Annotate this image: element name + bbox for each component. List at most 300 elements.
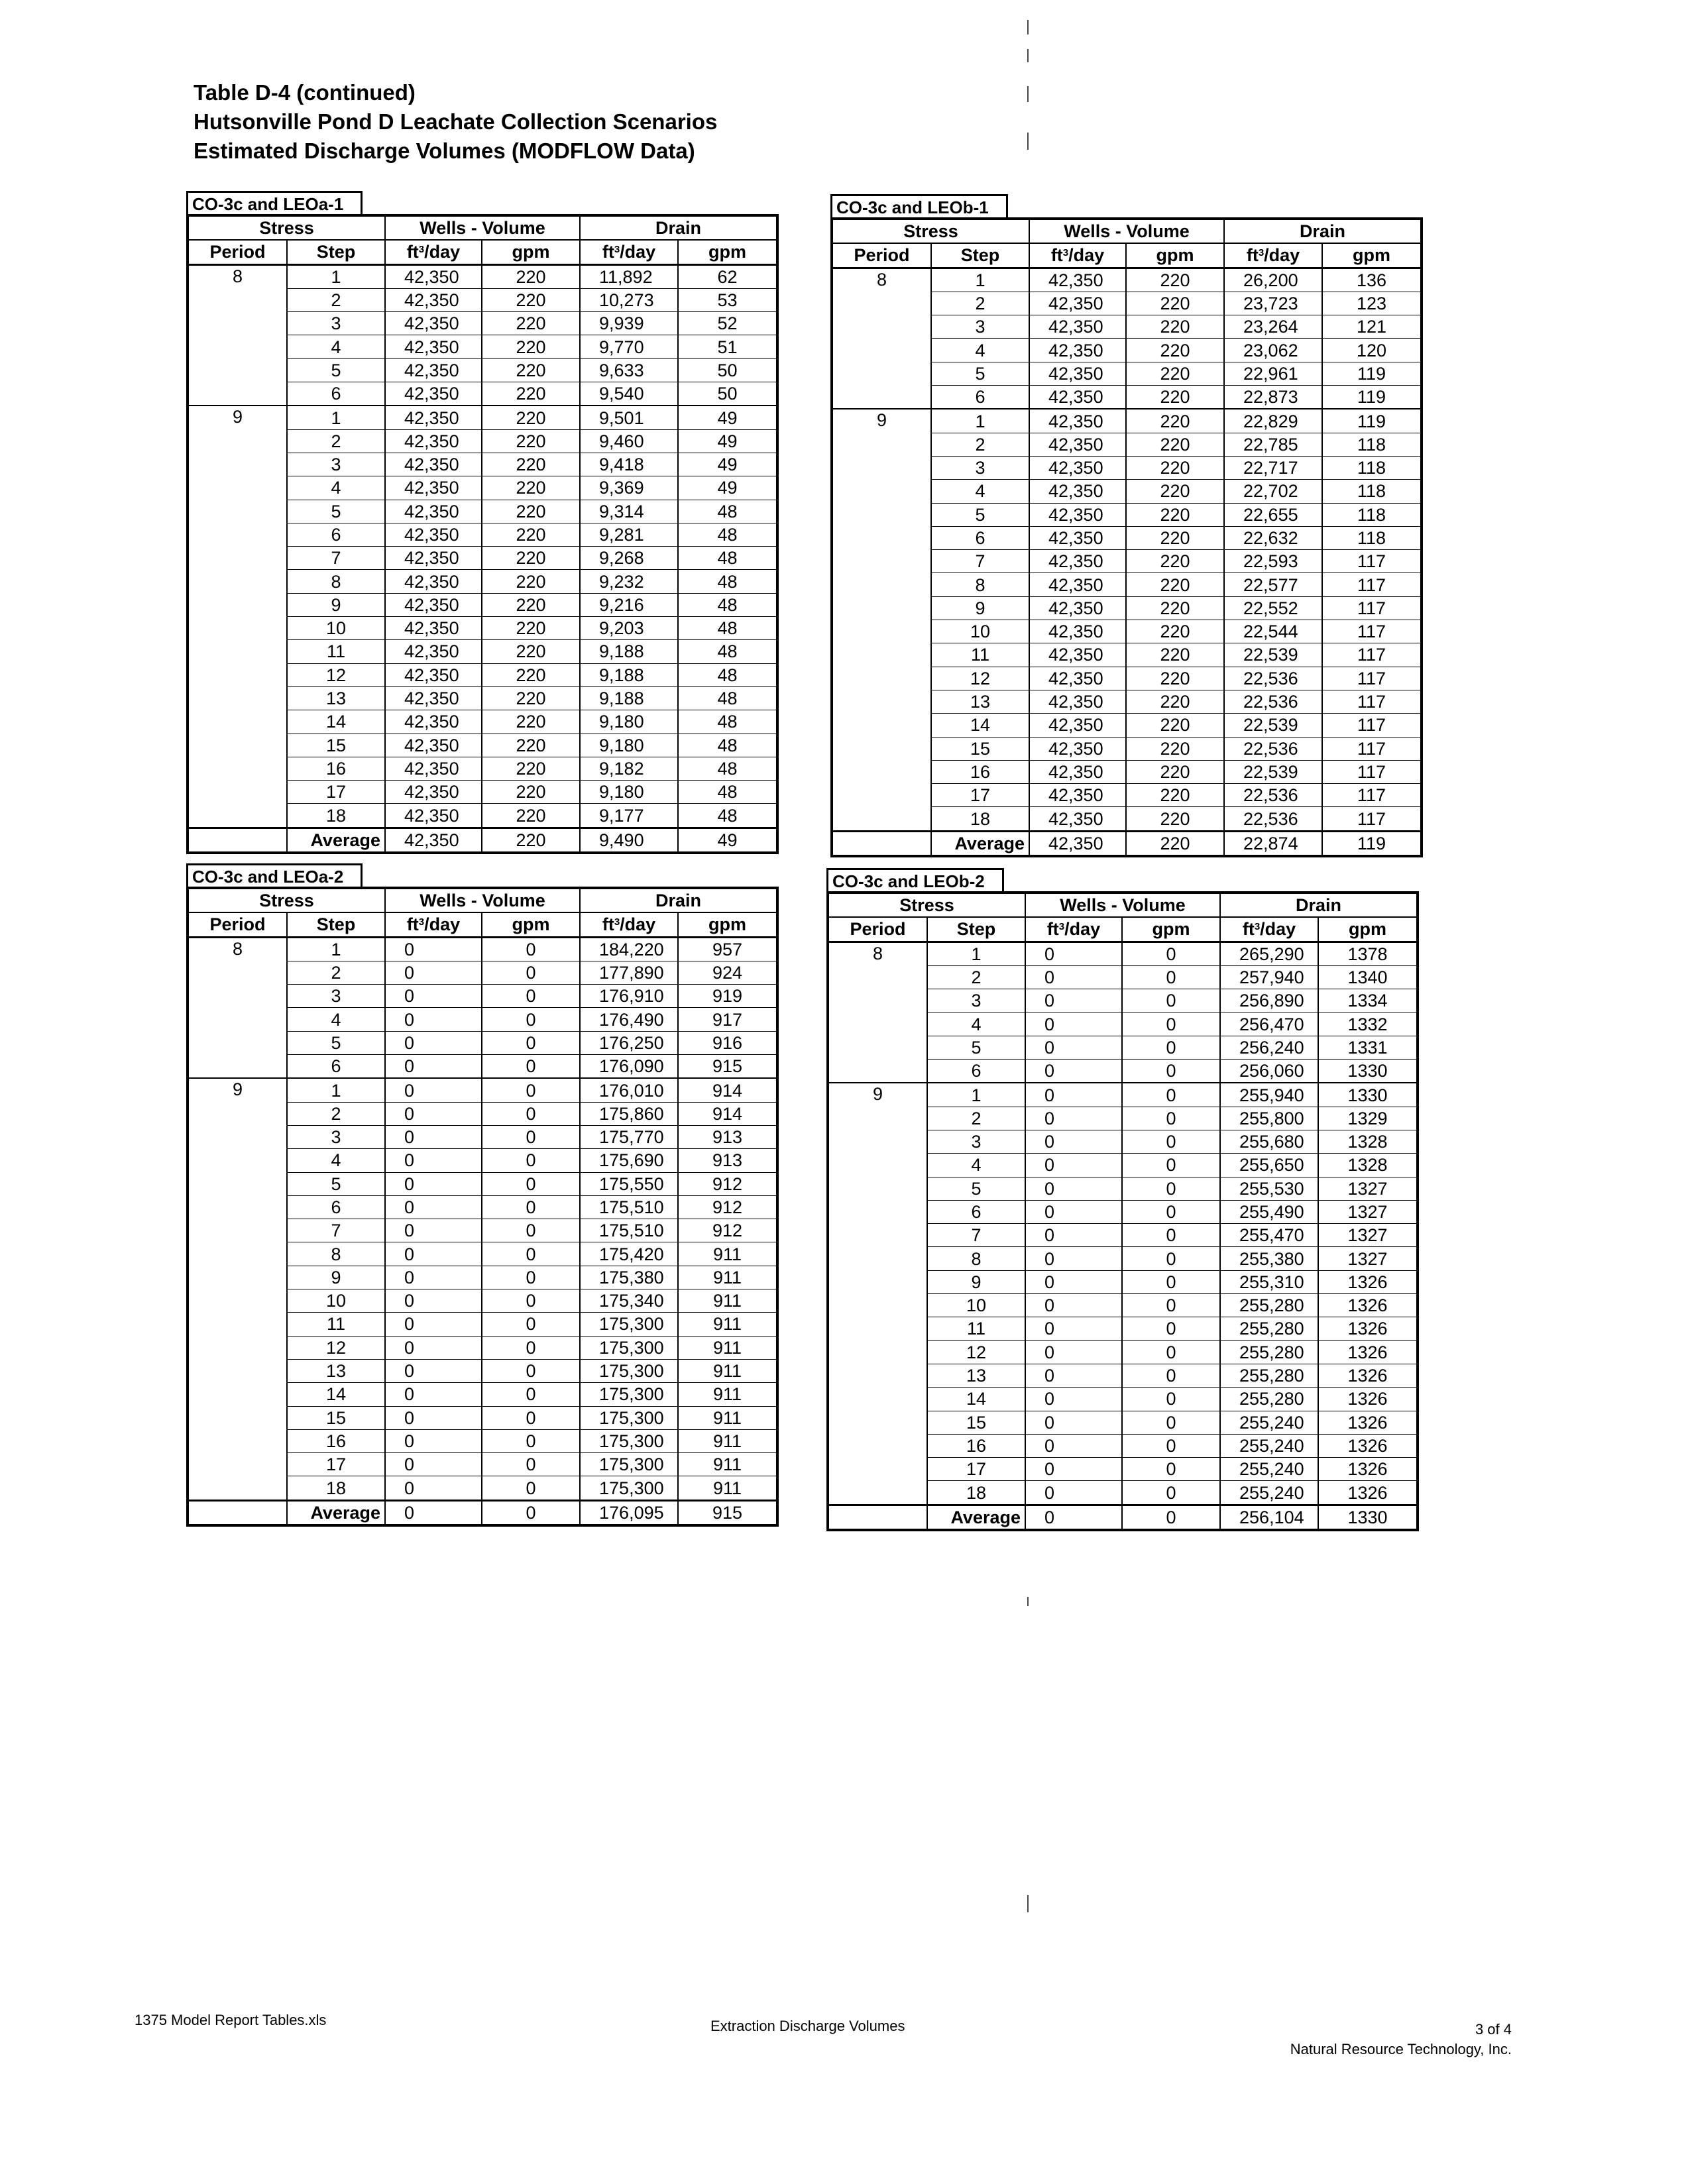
discharge-table <box>830 217 1423 857</box>
drain-ft3-day-cell: 9,216 <box>580 593 678 616</box>
drain-ft3-day-cell: 175,340 <box>580 1289 678 1313</box>
table-row <box>188 429 777 453</box>
drain-gpm-cell: 62 <box>678 264 777 288</box>
drain-gpm-cell: 48 <box>678 663 777 686</box>
table-row <box>828 965 1418 989</box>
drain-gpm-cell: 1327 <box>1318 1224 1418 1247</box>
wells-gpm-cell: 0 <box>1122 1130 1220 1153</box>
wells-gpm-cell: 0 <box>1122 1270 1220 1293</box>
period-cell <box>832 737 931 760</box>
drain-ft3-day-cell: 255,280 <box>1220 1317 1318 1340</box>
header-drain: Drain <box>580 888 777 912</box>
wells-ft3-day-cell: 42,350 <box>1029 339 1126 362</box>
drain-gpm-cell: 911 <box>678 1242 777 1266</box>
drain-gpm-cell: 117 <box>1322 596 1422 620</box>
step-cell: 4 <box>927 1154 1025 1177</box>
drain-ft3-day-cell: 175,300 <box>580 1406 678 1429</box>
table-row <box>828 1317 1418 1340</box>
header-drain-gpm: gpm <box>678 912 777 937</box>
period-cell <box>188 1453 287 1476</box>
table-row <box>188 570 777 593</box>
scenario-table-leoa-1 <box>186 191 776 854</box>
drain-ft3-day-cell: 22,539 <box>1224 643 1322 667</box>
wells-gpm-cell: 0 <box>1122 1434 1220 1457</box>
table-row <box>188 985 777 1008</box>
drain-gpm-cell: 1326 <box>1318 1294 1418 1317</box>
wells-ft3-day-cell: 42,350 <box>385 358 482 382</box>
period-cell <box>832 480 931 503</box>
wells-ft3-day-cell: 42,350 <box>385 406 482 429</box>
step-cell: 5 <box>927 1177 1025 1200</box>
period-cell <box>188 1172 287 1195</box>
period-cell <box>828 1434 927 1457</box>
period-cell <box>832 315 931 339</box>
drain-gpm-cell: 1326 <box>1318 1340 1418 1364</box>
period-cell <box>832 292 931 315</box>
header-drain-gpm: gpm <box>678 240 777 264</box>
scenario-label: CO-3c and LEOb-1 <box>830 194 1008 217</box>
header-stress: Stress <box>832 219 1029 243</box>
wells-ft3-day-cell: 42,350 <box>385 804 482 828</box>
wells-ft3-day-cell: 42,350 <box>1029 596 1126 620</box>
wells-gpm-cell: 220 <box>1126 433 1224 456</box>
unit-cubed-superscript: 3 <box>614 244 620 256</box>
step-cell: 11 <box>927 1317 1025 1340</box>
header-row-columns <box>832 243 1422 268</box>
header-drain-ft3-day <box>580 912 678 937</box>
drain-gpm-cell: 913 <box>678 1125 777 1148</box>
table-row <box>828 1294 1418 1317</box>
period-cell <box>188 1195 287 1219</box>
period-cell <box>828 1388 927 1411</box>
wells-gpm-cell: 0 <box>482 1055 580 1079</box>
scan-artifact <box>1027 133 1029 150</box>
drain-ft3-day-cell: 175,300 <box>580 1429 678 1452</box>
drain-ft3-day-cell: 22,717 <box>1224 456 1322 479</box>
drain-gpm-cell: 1328 <box>1318 1154 1418 1177</box>
drain-gpm-cell: 1326 <box>1318 1434 1418 1457</box>
table-row <box>188 663 777 686</box>
wells-ft3-day-cell: 42,350 <box>385 757 482 780</box>
wells-gpm-cell: 220 <box>482 734 580 757</box>
wells-ft3-day-cell: 0 <box>385 1125 482 1148</box>
unit-per-day-text: /day <box>424 242 461 262</box>
wells-gpm-cell: 0 <box>1122 989 1220 1012</box>
drain-gpm-cell: 48 <box>678 617 777 640</box>
wells-ft3-day-cell: 0 <box>1025 1317 1122 1340</box>
header-stress: Stress <box>188 215 385 240</box>
drain-ft3-day-cell: 255,380 <box>1220 1247 1318 1270</box>
table-row <box>188 500 777 523</box>
drain-gpm-cell: 1326 <box>1318 1481 1418 1505</box>
header-wells-gpm: gpm <box>1126 243 1224 268</box>
wells-ft3-day-cell: 42,350 <box>1029 480 1126 503</box>
wells-gpm-cell: 220 <box>482 640 580 663</box>
drain-gpm-cell: 1330 <box>1318 1060 1418 1083</box>
average-wells-gpm: 220 <box>1126 831 1224 856</box>
scan-artifact <box>1027 1597 1029 1606</box>
wells-ft3-day-cell: 42,350 <box>385 264 482 288</box>
wells-gpm-cell: 220 <box>482 429 580 453</box>
wells-gpm-cell: 220 <box>482 288 580 311</box>
wells-gpm-cell: 220 <box>482 617 580 640</box>
drain-ft3-day-cell: 11,892 <box>580 264 678 288</box>
drain-ft3-day-cell: 175,860 <box>580 1102 678 1125</box>
drain-ft3-day-cell: 9,180 <box>580 734 678 757</box>
wells-ft3-day-cell: 0 <box>1025 1481 1122 1505</box>
step-cell: 16 <box>287 757 385 780</box>
period-cell <box>188 500 287 523</box>
period-cell <box>188 1289 287 1313</box>
wells-gpm-cell: 0 <box>482 1125 580 1148</box>
period-cell <box>188 617 287 640</box>
header-step: Step <box>927 917 1025 942</box>
drain-ft3-day-cell: 255,280 <box>1220 1388 1318 1411</box>
table-row <box>188 593 777 616</box>
drain-gpm-cell: 1326 <box>1318 1388 1418 1411</box>
drain-ft3-day-cell: 175,550 <box>580 1172 678 1195</box>
period-cell <box>828 965 927 989</box>
drain-gpm-cell: 1378 <box>1318 942 1418 965</box>
wells-ft3-day-cell: 0 <box>385 1429 482 1452</box>
period-cell <box>188 1406 287 1429</box>
wells-gpm-cell: 0 <box>482 1429 580 1452</box>
wells-gpm-cell: 220 <box>482 710 580 734</box>
unit-per-day-text: /day <box>620 914 656 935</box>
wells-gpm-cell: 220 <box>482 781 580 804</box>
drain-gpm-cell: 120 <box>1322 339 1422 362</box>
period-cell <box>828 1224 927 1247</box>
drain-ft3-day-cell: 255,240 <box>1220 1481 1318 1505</box>
wells-ft3-day-cell: 42,350 <box>1029 550 1126 573</box>
average-label: Average <box>931 831 1029 856</box>
drain-ft3-day-cell: 22,552 <box>1224 596 1322 620</box>
table-row <box>188 1266 777 1289</box>
wells-ft3-day-cell: 0 <box>1025 1012 1122 1036</box>
wells-gpm-cell: 220 <box>1126 690 1224 713</box>
drain-gpm-cell: 1326 <box>1318 1458 1418 1481</box>
step-cell: 3 <box>287 1125 385 1148</box>
header-wells-gpm: gpm <box>482 912 580 937</box>
wells-gpm-cell: 220 <box>1126 503 1224 526</box>
table-row <box>832 456 1422 479</box>
step-cell: 6 <box>287 382 385 406</box>
wells-ft3-day-cell: 0 <box>1025 1177 1122 1200</box>
drain-ft3-day-cell: 22,961 <box>1224 362 1322 385</box>
drain-gpm-cell: 1327 <box>1318 1247 1418 1270</box>
wells-ft3-day-cell: 0 <box>1025 1364 1122 1387</box>
drain-ft3-day-cell: 175,420 <box>580 1242 678 1266</box>
wells-gpm-cell: 220 <box>482 453 580 476</box>
drain-gpm-cell: 118 <box>1322 456 1422 479</box>
table-row <box>828 1340 1418 1364</box>
table-row <box>832 268 1422 292</box>
wells-gpm-cell: 220 <box>1126 573 1224 596</box>
step-cell: 3 <box>287 453 385 476</box>
header-row-groups <box>832 219 1422 243</box>
wells-gpm-cell: 220 <box>1126 339 1224 362</box>
drain-gpm-cell: 52 <box>678 312 777 335</box>
wells-gpm-cell: 0 <box>482 1195 580 1219</box>
step-cell: 12 <box>287 663 385 686</box>
average-wells-ft3-day: 0 <box>1025 1505 1122 1530</box>
table-row <box>188 1406 777 1429</box>
period-cell: 8 <box>828 942 927 965</box>
drain-ft3-day-cell: 175,510 <box>580 1219 678 1242</box>
unit-per-day-text: /day <box>620 242 656 262</box>
drain-ft3-day-cell: 176,010 <box>580 1078 678 1102</box>
unit-per-day-text: /day <box>424 914 461 935</box>
drain-gpm-cell: 911 <box>678 1313 777 1336</box>
drain-ft3-day-cell: 22,632 <box>1224 526 1322 549</box>
step-cell: 6 <box>287 523 385 546</box>
wells-gpm-cell: 0 <box>1122 1107 1220 1130</box>
step-cell: 12 <box>931 667 1029 690</box>
wells-gpm-cell: 0 <box>1122 1458 1220 1481</box>
step-cell: 5 <box>287 500 385 523</box>
step-cell: 14 <box>287 1383 385 1406</box>
wells-gpm-cell: 0 <box>482 1031 580 1054</box>
table-row <box>832 433 1422 456</box>
drain-gpm-cell: 119 <box>1322 386 1422 410</box>
wells-ft3-day-cell: 42,350 <box>385 663 482 686</box>
table-row <box>188 1219 777 1242</box>
drain-ft3-day-cell: 175,690 <box>580 1149 678 1172</box>
step-cell: 13 <box>931 690 1029 713</box>
drain-gpm-cell: 48 <box>678 570 777 593</box>
table-row <box>832 362 1422 385</box>
drain-ft3-day-cell: 23,062 <box>1224 339 1322 362</box>
drain-ft3-day-cell: 9,188 <box>580 640 678 663</box>
wells-ft3-day-cell: 0 <box>1025 1224 1122 1247</box>
wells-gpm-cell: 220 <box>482 358 580 382</box>
header-wells-volume: Wells - Volume <box>1029 219 1224 243</box>
wells-gpm-cell: 220 <box>1126 456 1224 479</box>
header-drain-ft3-day <box>1224 243 1322 268</box>
average-row <box>188 1500 777 1525</box>
header-row-columns <box>188 912 777 937</box>
drain-gpm-cell: 49 <box>678 406 777 429</box>
wells-ft3-day-cell: 42,350 <box>385 710 482 734</box>
period-cell <box>832 503 931 526</box>
drain-gpm-cell: 911 <box>678 1453 777 1476</box>
scan-artifact <box>1027 1895 1029 1912</box>
period-cell <box>188 1102 287 1125</box>
drain-gpm-cell: 48 <box>678 593 777 616</box>
wells-ft3-day-cell: 0 <box>385 1172 482 1195</box>
drain-ft3-day-cell: 22,536 <box>1224 784 1322 807</box>
table-row <box>828 1270 1418 1293</box>
period-cell <box>832 760 931 783</box>
discharge-table <box>186 214 779 854</box>
period-cell <box>188 1336 287 1359</box>
drain-ft3-day-cell: 256,890 <box>1220 989 1318 1012</box>
table-row <box>828 1434 1418 1457</box>
wells-ft3-day-cell: 0 <box>1025 1247 1122 1270</box>
period-cell <box>832 339 931 362</box>
wells-gpm-cell: 220 <box>1126 643 1224 667</box>
wells-gpm-cell: 0 <box>1122 1224 1220 1247</box>
table-row <box>828 1388 1418 1411</box>
drain-ft3-day-cell: 255,680 <box>1220 1130 1318 1153</box>
wells-gpm-cell: 220 <box>1126 550 1224 573</box>
average-row <box>832 831 1422 856</box>
unit-per-day-text: /day <box>1068 245 1105 266</box>
step-cell: 2 <box>931 292 1029 315</box>
drain-gpm-cell: 1329 <box>1318 1107 1418 1130</box>
step-cell: 5 <box>927 1036 1025 1059</box>
period-cell <box>828 1317 927 1340</box>
average-blank-cell <box>832 831 931 856</box>
header-row-columns <box>828 917 1418 942</box>
period-cell: 8 <box>188 937 287 961</box>
scenario-table-leob-2 <box>826 868 1416 1531</box>
average-wells-ft3-day: 42,350 <box>385 828 482 853</box>
table-row <box>188 1359 777 1382</box>
wells-ft3-day-cell: 42,350 <box>1029 315 1126 339</box>
wells-ft3-day-cell: 0 <box>1025 1200 1122 1223</box>
unit-ft-text: ft <box>406 242 419 262</box>
drain-gpm-cell: 48 <box>678 640 777 663</box>
wells-gpm-cell: 220 <box>1126 526 1224 549</box>
step-cell: 1 <box>931 268 1029 292</box>
drain-ft3-day-cell: 176,490 <box>580 1008 678 1031</box>
wells-ft3-day-cell: 0 <box>385 937 482 961</box>
scan-artifact <box>1027 86 1029 102</box>
period-cell <box>832 620 931 643</box>
wells-ft3-day-cell: 0 <box>1025 1388 1122 1411</box>
step-cell: 10 <box>287 617 385 640</box>
table-row <box>188 757 777 780</box>
step-cell: 5 <box>287 358 385 382</box>
drain-gpm-cell: 911 <box>678 1383 777 1406</box>
step-cell: 10 <box>927 1294 1025 1317</box>
wells-gpm-cell: 220 <box>1126 409 1224 433</box>
wells-ft3-day-cell: 0 <box>385 1266 482 1289</box>
wells-gpm-cell: 0 <box>482 1149 580 1172</box>
step-cell: 6 <box>927 1200 1025 1223</box>
step-cell: 4 <box>931 339 1029 362</box>
drain-gpm-cell: 117 <box>1322 550 1422 573</box>
unit-cubed-superscript: 3 <box>1062 247 1069 259</box>
table-row <box>828 1130 1418 1153</box>
step-cell: 5 <box>287 1031 385 1054</box>
header-stress: Stress <box>188 888 385 912</box>
drain-ft3-day-cell: 176,250 <box>580 1031 678 1054</box>
step-cell: 1 <box>287 406 385 429</box>
wells-ft3-day-cell: 42,350 <box>385 686 482 710</box>
wells-gpm-cell: 0 <box>482 1336 580 1359</box>
step-cell: 14 <box>287 710 385 734</box>
wells-ft3-day-cell: 42,350 <box>1029 667 1126 690</box>
period-cell <box>188 1219 287 1242</box>
wells-gpm-cell: 220 <box>482 312 580 335</box>
wells-ft3-day-cell: 0 <box>385 1078 482 1102</box>
table-caption: Estimated Discharge Volumes (MODFLOW Data) <box>194 138 695 163</box>
drain-ft3-day-cell: 9,369 <box>580 476 678 500</box>
wells-gpm-cell: 220 <box>1126 807 1224 831</box>
wells-ft3-day-cell: 0 <box>385 1149 482 1172</box>
table-row <box>828 1481 1418 1505</box>
wells-gpm-cell: 220 <box>1126 480 1224 503</box>
wells-gpm-cell: 220 <box>1126 292 1224 315</box>
header-period: Period <box>828 917 927 942</box>
period-cell: 8 <box>832 268 931 292</box>
drain-ft3-day-cell: 22,544 <box>1224 620 1322 643</box>
wells-ft3-day-cell: 42,350 <box>1029 292 1126 315</box>
drain-gpm-cell: 914 <box>678 1102 777 1125</box>
step-cell: 8 <box>287 1242 385 1266</box>
drain-ft3-day-cell: 22,539 <box>1224 760 1322 783</box>
scenario-label: CO-3c and LEOa-2 <box>186 863 363 887</box>
table-row <box>828 1458 1418 1481</box>
drain-gpm-cell: 48 <box>678 734 777 757</box>
wells-gpm-cell: 0 <box>1122 1294 1220 1317</box>
wells-gpm-cell: 0 <box>482 1266 580 1289</box>
unit-per-day-text: /day <box>1264 245 1300 266</box>
step-cell: 9 <box>287 593 385 616</box>
drain-ft3-day-cell: 255,800 <box>1220 1107 1318 1130</box>
period-cell <box>188 312 287 335</box>
wells-ft3-day-cell: 42,350 <box>385 476 482 500</box>
drain-ft3-day-cell: 22,536 <box>1224 737 1322 760</box>
drain-ft3-day-cell: 9,939 <box>580 312 678 335</box>
step-cell: 2 <box>287 1102 385 1125</box>
wells-ft3-day-cell: 0 <box>385 1219 482 1242</box>
drain-ft3-day-cell: 9,188 <box>580 663 678 686</box>
wells-ft3-day-cell: 0 <box>385 1008 482 1031</box>
step-cell: 17 <box>927 1458 1025 1481</box>
drain-gpm-cell: 911 <box>678 1406 777 1429</box>
wells-gpm-cell: 0 <box>482 1172 580 1195</box>
wells-ft3-day-cell: 0 <box>1025 1130 1122 1153</box>
drain-ft3-day-cell: 22,655 <box>1224 503 1322 526</box>
table-row <box>828 1411 1418 1434</box>
table-row <box>832 503 1422 526</box>
header-row-columns <box>188 240 777 264</box>
table-row <box>828 1107 1418 1130</box>
period-cell <box>188 1266 287 1289</box>
period-cell: 9 <box>832 409 931 433</box>
wells-ft3-day-cell: 42,350 <box>385 640 482 663</box>
drain-ft3-day-cell: 175,510 <box>580 1195 678 1219</box>
wells-ft3-day-cell: 0 <box>385 1195 482 1219</box>
drain-gpm-cell: 117 <box>1322 807 1422 831</box>
step-cell: 8 <box>287 570 385 593</box>
drain-gpm-cell: 51 <box>678 335 777 358</box>
wells-gpm-cell: 0 <box>482 937 580 961</box>
wells-gpm-cell: 0 <box>1122 1060 1220 1083</box>
wells-gpm-cell: 220 <box>1126 760 1224 783</box>
discharge-table <box>826 891 1419 1531</box>
table-row <box>832 784 1422 807</box>
table-row <box>832 526 1422 549</box>
wells-gpm-cell: 220 <box>1126 268 1224 292</box>
drain-ft3-day-cell: 22,873 <box>1224 386 1322 410</box>
average-drain-ft3-day: 22,874 <box>1224 831 1322 856</box>
step-cell: 6 <box>287 1195 385 1219</box>
drain-gpm-cell: 1327 <box>1318 1200 1418 1223</box>
wells-ft3-day-cell: 42,350 <box>385 781 482 804</box>
table-row <box>188 1055 777 1079</box>
wells-ft3-day-cell: 42,350 <box>1029 362 1126 385</box>
table-row <box>188 640 777 663</box>
period-cell <box>188 523 287 546</box>
table-row <box>188 1336 777 1359</box>
drain-ft3-day-cell: 22,539 <box>1224 714 1322 737</box>
average-blank-cell <box>188 828 287 853</box>
period-cell <box>828 1177 927 1200</box>
